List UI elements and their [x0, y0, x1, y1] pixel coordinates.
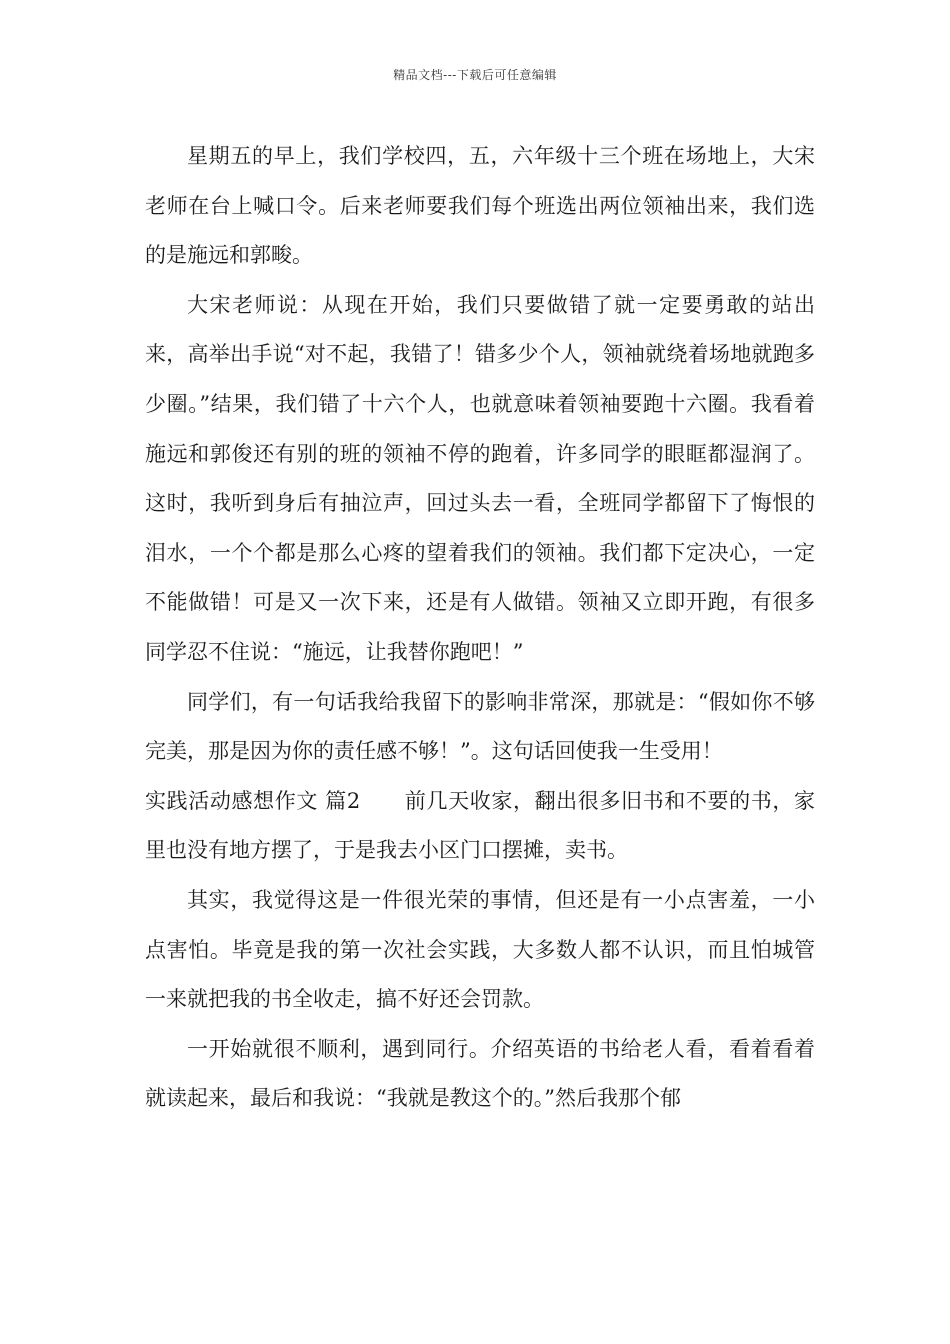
paragraph-5: 其实，我觉得这是一件很光荣的事情，但还是有一小点害羞，一小点害怕。毕竟是我的第一次社会实践，大多数人都不认识，而且怕城管一来就把我的书全收走，搞不好还会罚款。: [145, 887, 815, 1012]
paragraph-2: 大宋老师说：从现在开始，我们只要做错了就一定要勇敢的站出来，高举出手说“对不起，我错了！错多少个人，领袖就绕着场地就跑多少圈。”结果，我们错了十六个人，也就意味着领袖要跑十六圈。我看着施远和郭俊还有别的班的领袖不停的跑着，许多同学的眼眶都湿润了。这时，我听到身后有抽泣声，回过头去一看，全班同学都留下了悔恨的泪水，一个个都是那么心疼的望着我们的领袖。我们都下定决心，一定不能做错！可是又一次下来，还是有人做错。领袖又立即开跑，有很多同学忍不住说：“施远，让我替你跑吧！”: [145, 292, 815, 664]
document-body: [145, 132, 815, 1124]
page-header: 精品文档---下载后可任意编辑: [393, 68, 557, 82]
section-2-first-text: 前几天收家，翻出很多旧书和不要的书，家里也没有地方摆了，于是我去小区门口摆摊，卖书。: [145, 788, 815, 863]
paragraph-3: 同学们，有一句话我给我留下的影响非常深，那就是：“假如你不够完美，那是因为你的责任感不够！”。这句话回使我一生受用！: [145, 689, 815, 764]
section-2-intro: [145, 777, 815, 876]
section-2-title: 实践活动感想作文 篇2: [145, 788, 361, 813]
paragraph-6: 一开始就很不顺利，遇到同行。介绍英语的书给老人看，看着看着就读起来，最后和我说：“我就是教这个的。”然后我那个郁: [145, 1036, 815, 1111]
paragraph-1: 星期五的早上，我们学校四，五，六年级十三个班在场地上，大宋老师在台上喊口令。后来老师要我们每个班选出两位领袖出来，我们选的是施远和郭畯。: [145, 144, 815, 268]
